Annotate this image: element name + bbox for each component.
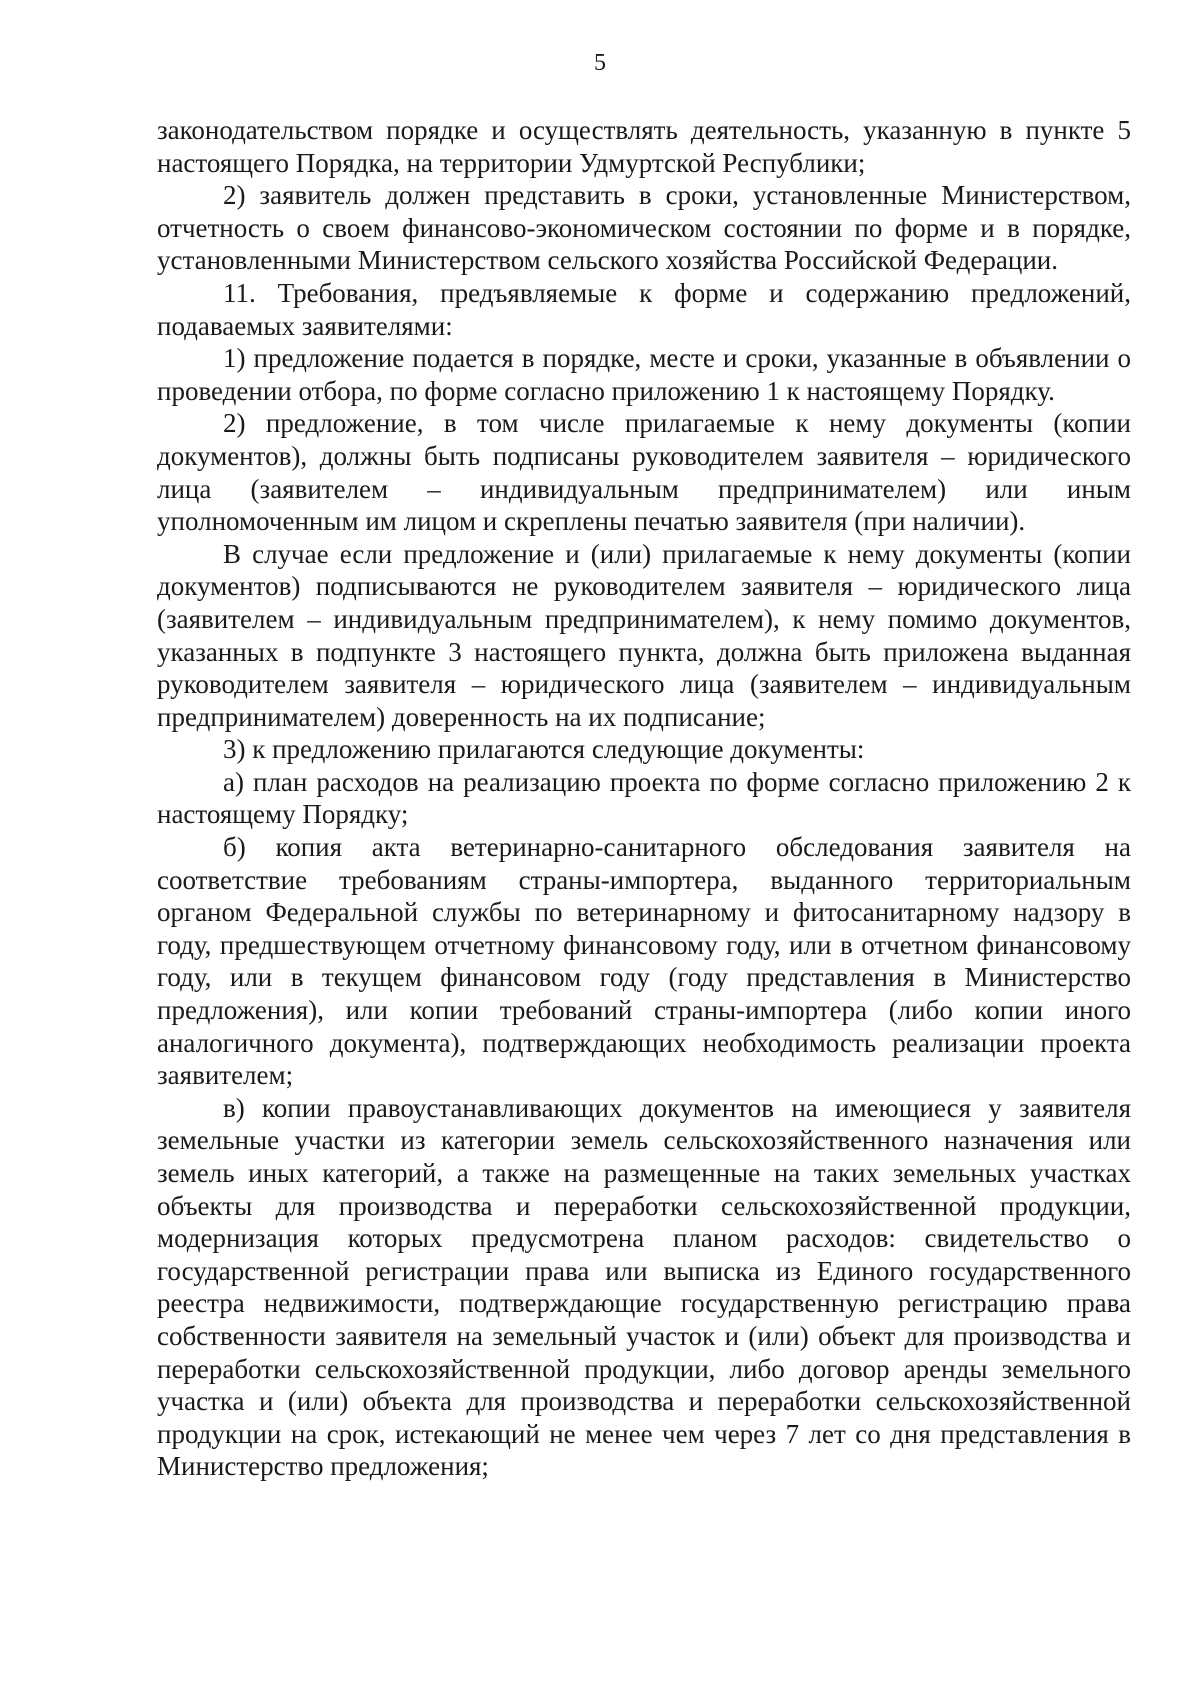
paragraph-power-of-attorney: В случае если предложение и (или) прилагаемые к нему документы (копии документов) подписываются не руководителем заявителя – юридического лица (заявителем – индивидуальным предпринимателем), к нему помимо документов, указанных в подпункте 3 настоящего пункта, должна быть приложена выданная руководителем заявителя – юридического лица (заявителем – индивидуальным предпринимателем) доверенность на их подписание; xyxy=(157,538,1131,732)
paragraph-subitem-b-veterinary-act: б) копия акта ветеринарно-санитарного обследования заявителя на соответствие требованиям страны-импортера, выданного территориальным органом Федеральной службы по ветеринарному и фитосанитарному надзору в году, предшествующем отчетному финансовому году, или в отчетном финансовому году, или в текущем финансовом году (году представления в Министерство предложения), или копии требований страны-импортера (либо копии иного аналогичного документа), подтверждающих необходимость реализации проекта заявителем; xyxy=(157,832,1131,1091)
paragraph-item-1-submission: 1) предложение подается в порядке, месте и сроки, указанные в объявлении о проведении отбора, по форме согласно приложению 1 к настоящему Порядку. xyxy=(157,343,1131,406)
document-body xyxy=(157,114,1131,1483)
page-number: 5 xyxy=(594,50,606,76)
paragraph-item-2-signature: 2) предложение, в том числе прилагаемые к нему документы (копии документов), должны быть подписаны руководителем заявителя – юридического лица (заявителем – индивидуальным предпринимателем) или иным уполномоченным им лицом и скреплены печатью заявителя (при наличии). xyxy=(157,408,1131,537)
paragraph-item-2-reporting: 2) заявитель должен представить в сроки, установленные Министерством, отчетность о своем финансово-экономическом состоянии по форме и в порядке, установленными Министерством сельского хозяйства Российской Федерации. xyxy=(157,180,1131,276)
paragraph-item-3-documents: 3) к предложению прилагаются следующие документы: xyxy=(223,734,865,765)
paragraph-subitem-v-land-documents: в) копии правоустанавливающих документов на имеющиеся у заявителя земельные участки из категории земель сельскохозяйственного назначения или земель иных категорий, а также на размещенные на таких земельных участках объекты для производства и переработки сельскохозяйственной продукции, модернизация которых предусмотрена планом расходов: свидетельство о государственной регистрации права или выписка из Единого государственного реестра недвижимости, подтверждающие государственную регистрацию права собственности заявителя на земельный участок и (или) объект для производства и переработки сельскохозяйственной продукции, либо договор аренды земельного участка и (или) объекта для производства и переработки сельскохозяйственной продукции на срок, истекающий не менее чем через 7 лет со дня представления в Министерство предложения; xyxy=(157,1092,1131,1482)
paragraph-continuation: законодательством порядке и осуществлять деятельность, указанную в пункте 5 настоящего Порядка, на территории Удмуртской Республики; xyxy=(157,115,1131,178)
paragraph-section-11-heading: 11. Требования, предъявляемые к форме и содержанию предложений, подаваемых заявителями: xyxy=(157,277,1131,341)
paragraph-subitem-a-expense-plan: а) план расходов на реализацию проекта по форме согласно приложению 2 к настоящему Порядку; xyxy=(157,766,1131,830)
